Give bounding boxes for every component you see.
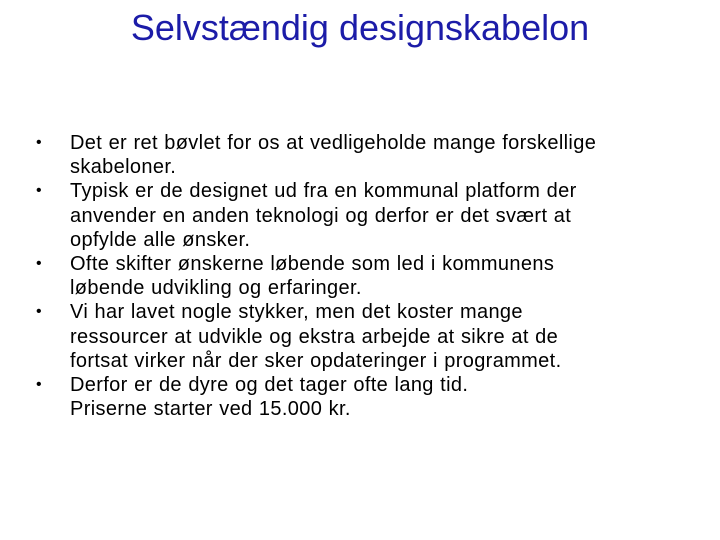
bullet-5-line-1: Derfor er de dyre og det tager ofte lang tid. [70,374,469,397]
bullet-5-line-2: Priserne starter ved 15.000 kr. [70,398,351,421]
bullet-item-5 [36,373,686,421]
bullet-4-line-3: fortsat virker når der sker opdateringer i programmet. [70,349,562,372]
bullet-item-3 [36,252,686,300]
bullet-3-line-1: Ofte skifter ønskerne løbende som led i kommunens [70,253,555,276]
bullet-item-4 [36,300,686,373]
bullet-2-line-1: Typisk er de designet ud fra en kommunal platform der [70,180,577,203]
bullet-4-line-1: Vi har lavet nogle stykker, men det koster mange [70,301,523,324]
bullet-2-line-3: opfylde alle ønsker. [70,228,251,251]
bullet-dot: • [36,376,42,394]
bullet-dot: • [36,303,42,321]
slide-title: Selvstændig designskabelon [130,7,590,48]
bullet-4-line-2: ressourcer at udvikle og ekstra arbejde at sikre at de [70,325,559,348]
bullet-3-line-2: løbende udvikling og erfaringer. [70,277,362,300]
bullet-dot: • [36,255,42,273]
bullet-item-2 [36,179,686,252]
bullet-1-line-2: skabeloner. [70,156,177,179]
bullet-2-line-2: anvender en anden teknologi og derfor er det svært at [70,204,572,227]
bullet-dot: • [36,182,42,200]
bullet-list [36,131,686,421]
bullet-dot: • [36,134,42,151]
bullet-item-1 [36,131,686,179]
bullet-1-line-1: Det er ret bøvlet for os at vedligeholde mange forskellige [70,132,597,154]
